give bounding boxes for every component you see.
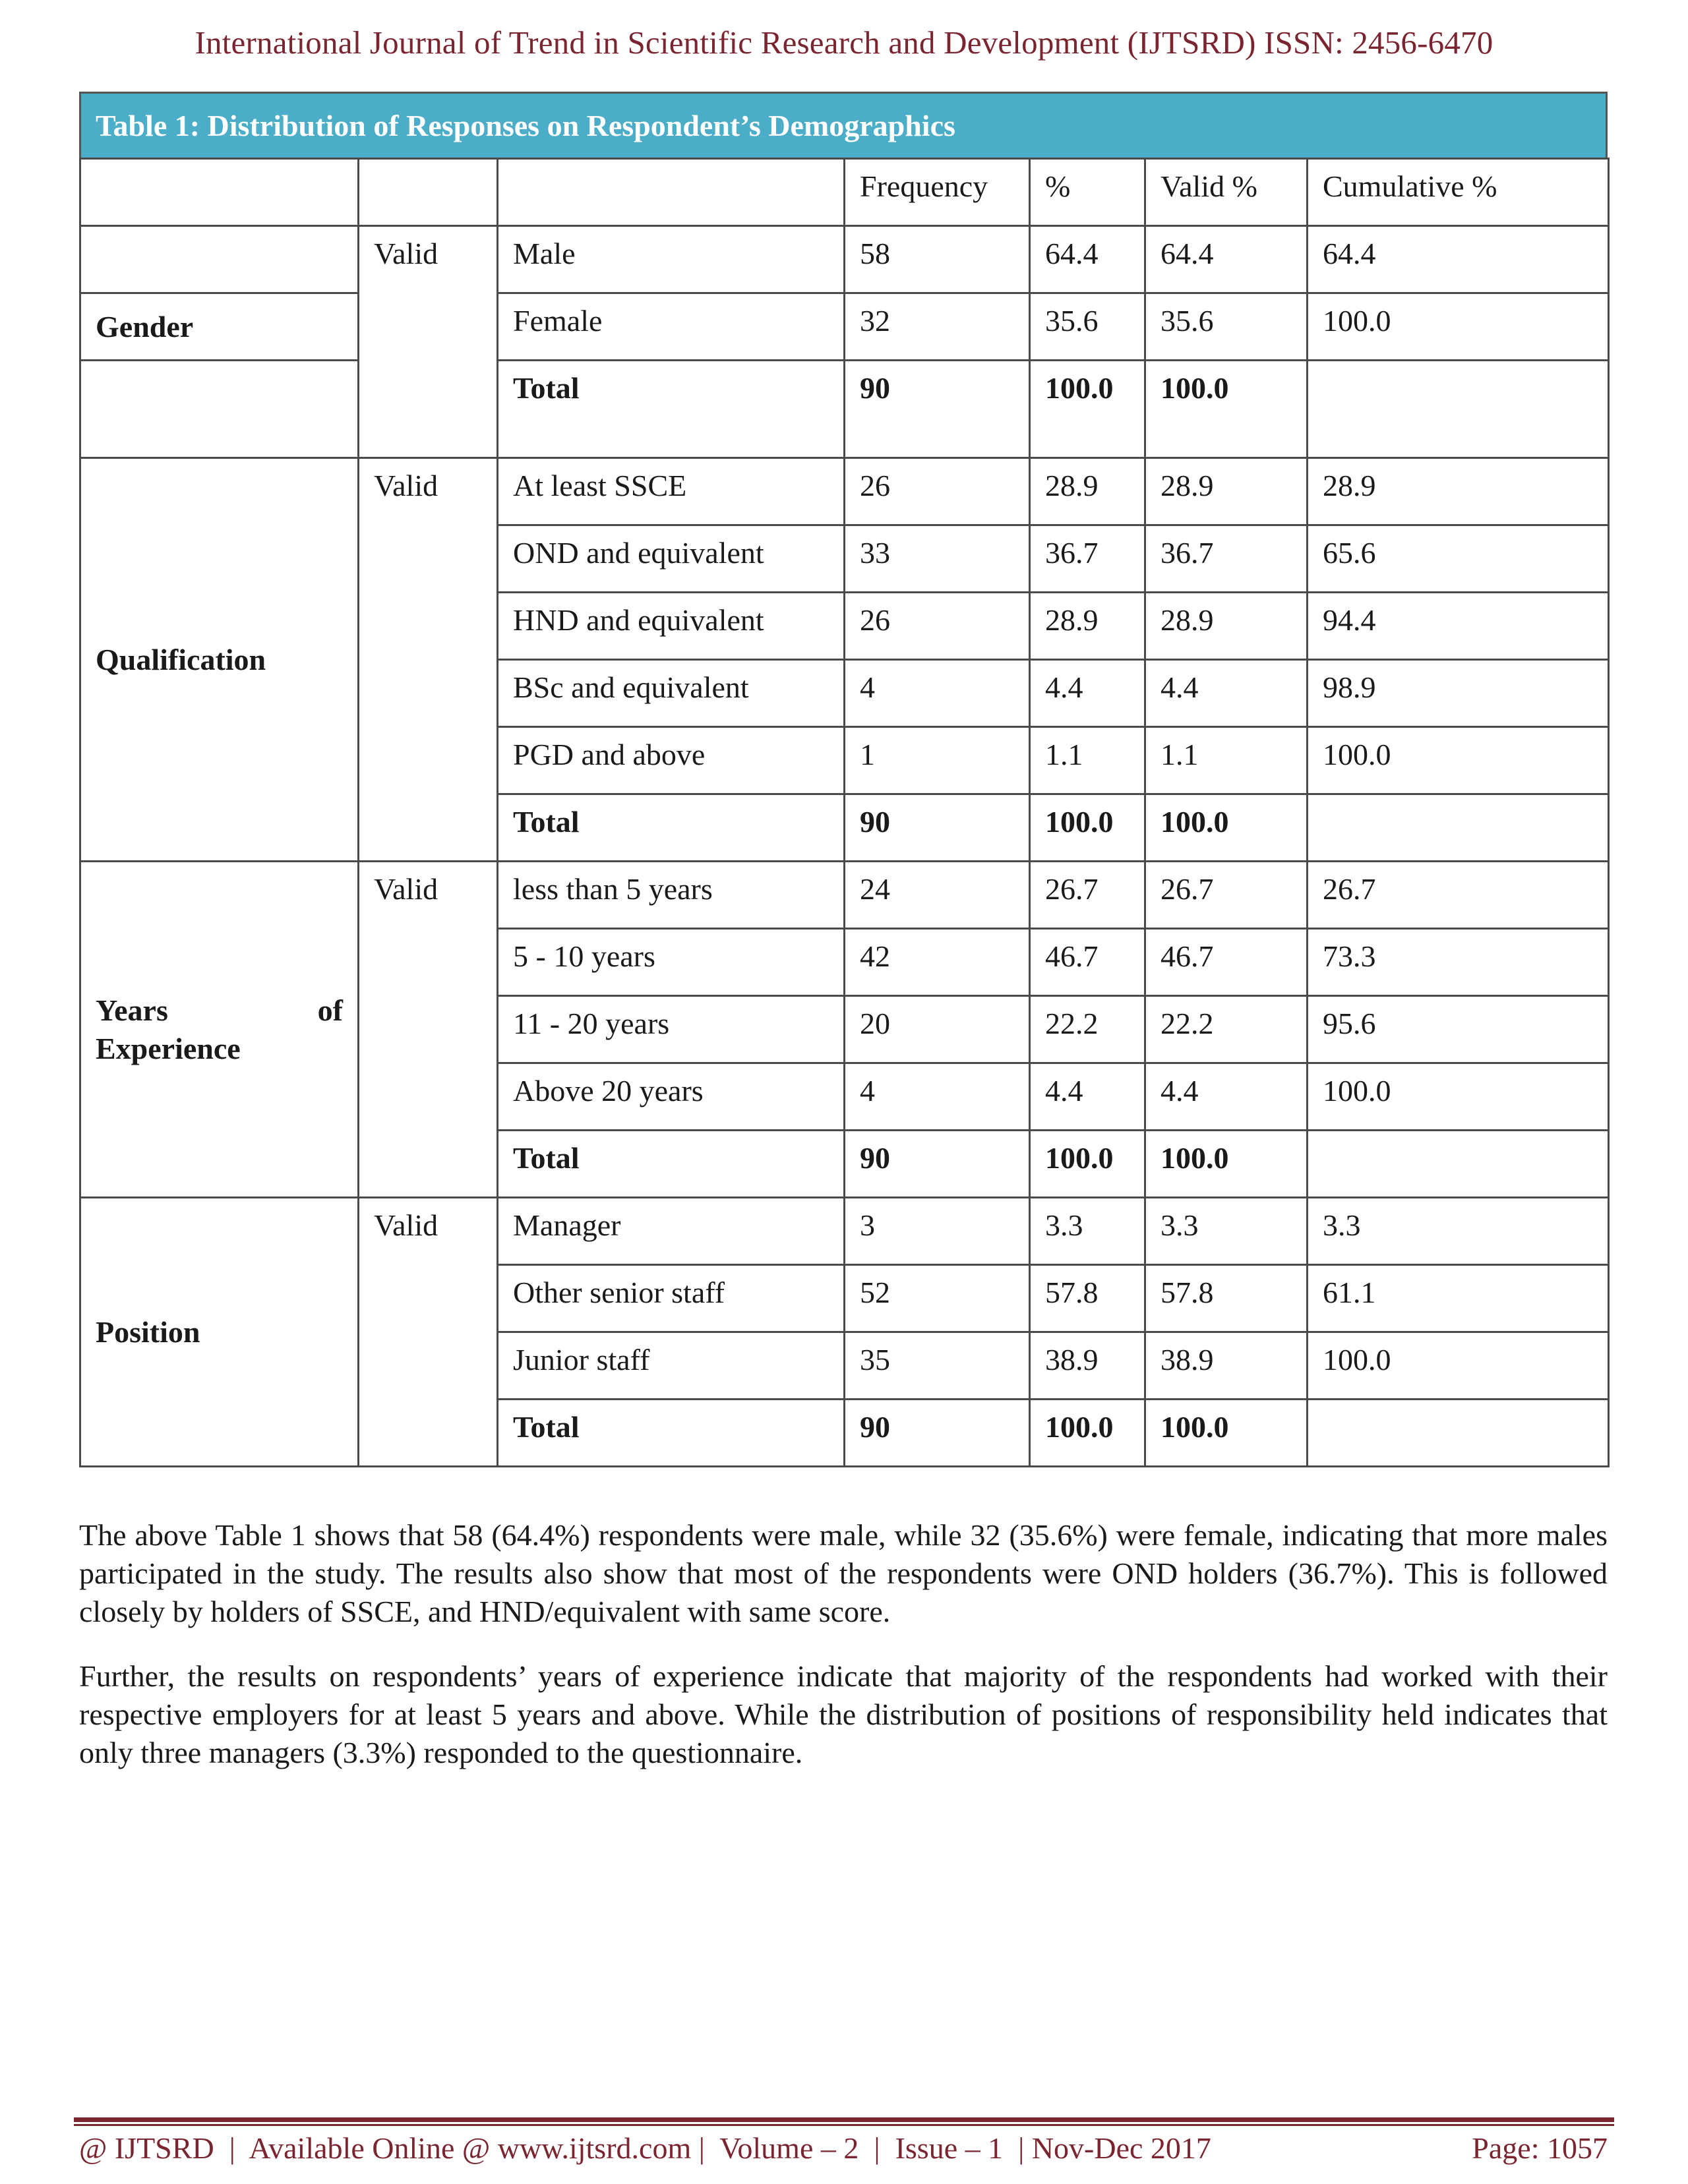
paragraph-1: The above Table 1 shows that 58 (64.4%) respondents were male, while 32 (35.6%) were female, indicating that more males participated in the study. The results also show that most of the respondents were OND holders (36.7%). This is followed closely by holders of SSCE, and HND/equivalent with same score. bbox=[79, 1518, 1608, 1628]
row-percent: 100.0 bbox=[1030, 1131, 1145, 1198]
row-label: PGD and above bbox=[498, 727, 845, 794]
row-frequency: 26 bbox=[845, 458, 1030, 525]
row-percent: 28.9 bbox=[1030, 593, 1145, 660]
row-cumulative-percent: 100.0 bbox=[1308, 727, 1609, 794]
footer-publication-info: @ IJTSRD | Available Online @ www.ijtsrd.com | Volume – 2 | Issue – 1 | Nov-Dec 2017 bbox=[79, 2131, 1211, 2165]
row-frequency: 58 bbox=[845, 226, 1030, 293]
group-name: Position bbox=[80, 1198, 359, 1467]
row-frequency: 52 bbox=[845, 1265, 1030, 1332]
row-frequency: 90 bbox=[845, 361, 1030, 458]
table-row bbox=[80, 293, 1609, 361]
row-cumulative-percent: 65.6 bbox=[1308, 525, 1609, 593]
group-gender bbox=[80, 226, 359, 293]
row-label: OND and equivalent bbox=[498, 525, 845, 593]
row-valid-percent: 100.0 bbox=[1145, 794, 1308, 862]
row-cumulative-percent: 61.1 bbox=[1308, 1265, 1609, 1332]
header-cumulative-percent: Cumulative % bbox=[1308, 159, 1609, 226]
demographics-table bbox=[79, 158, 1610, 1467]
row-cumulative-percent: 95.6 bbox=[1308, 996, 1609, 1063]
row-frequency: 24 bbox=[845, 862, 1030, 929]
row-frequency: 90 bbox=[845, 794, 1030, 862]
row-percent: 38.9 bbox=[1030, 1332, 1145, 1400]
row-frequency: 35 bbox=[845, 1332, 1030, 1400]
page-number: Page: 1057 bbox=[1472, 2131, 1608, 2165]
row-valid-percent: 100.0 bbox=[1145, 361, 1308, 458]
row-percent: 4.4 bbox=[1030, 660, 1145, 727]
row-cumulative-percent: 100.0 bbox=[1308, 293, 1609, 361]
row-percent: 4.4 bbox=[1030, 1063, 1145, 1131]
header-cell bbox=[359, 159, 498, 226]
table-row bbox=[80, 226, 1609, 293]
row-cumulative-percent: 3.3 bbox=[1308, 1198, 1609, 1265]
table-row bbox=[80, 862, 1609, 929]
row-label: Manager bbox=[498, 1198, 845, 1265]
row-valid-percent: 3.3 bbox=[1145, 1198, 1308, 1265]
row-label: 11 - 20 years bbox=[498, 996, 845, 1063]
row-percent: 26.7 bbox=[1030, 862, 1145, 929]
row-frequency: 42 bbox=[845, 929, 1030, 996]
header-frequency: Frequency bbox=[845, 159, 1030, 226]
row-label: Total bbox=[498, 794, 845, 862]
row-cumulative-percent: 28.9 bbox=[1308, 458, 1609, 525]
row-cumulative-percent bbox=[1308, 361, 1609, 458]
running-header: International Journal of Trend in Scientific Research and Development (IJTSRD) ISSN: 2456-6470 bbox=[195, 24, 1493, 61]
row-label: Female bbox=[498, 293, 845, 361]
group-name: Qualification bbox=[80, 458, 359, 862]
row-cumulative-percent: 26.7 bbox=[1308, 862, 1609, 929]
row-percent: 46.7 bbox=[1030, 929, 1145, 996]
row-cumulative-percent: 73.3 bbox=[1308, 929, 1609, 996]
row-label: Male bbox=[498, 226, 845, 293]
row-valid-percent: 4.4 bbox=[1145, 1063, 1308, 1131]
row-percent: 100.0 bbox=[1030, 361, 1145, 458]
row-frequency: 33 bbox=[845, 525, 1030, 593]
valid-label: Valid bbox=[359, 226, 498, 458]
demographics-table-container bbox=[79, 92, 1608, 1467]
valid-label: Valid bbox=[359, 458, 498, 862]
group-name-part: Years bbox=[96, 993, 168, 1027]
row-frequency: 3 bbox=[845, 1198, 1030, 1265]
row-cumulative-percent: 100.0 bbox=[1308, 1063, 1609, 1131]
header-percent: % bbox=[1030, 159, 1145, 226]
row-label: less than 5 years bbox=[498, 862, 845, 929]
page-footer bbox=[79, 2131, 1608, 2166]
row-frequency: 26 bbox=[845, 593, 1030, 660]
table-header-row bbox=[80, 159, 1609, 226]
row-cumulative-percent bbox=[1308, 794, 1609, 862]
row-percent: 3.3 bbox=[1030, 1198, 1145, 1265]
table-row bbox=[80, 1198, 1609, 1265]
group-years-of-experience bbox=[80, 862, 359, 1198]
valid-label: Valid bbox=[359, 1198, 498, 1467]
row-frequency: 1 bbox=[845, 727, 1030, 794]
row-label: Total bbox=[498, 1400, 845, 1467]
footer-rule bbox=[74, 2124, 1614, 2126]
group-name: Gender bbox=[80, 293, 359, 361]
row-percent: 100.0 bbox=[1030, 1400, 1145, 1467]
row-cumulative-percent: 94.4 bbox=[1308, 593, 1609, 660]
row-label: Total bbox=[498, 361, 845, 458]
row-percent: 57.8 bbox=[1030, 1265, 1145, 1332]
row-valid-percent: 100.0 bbox=[1145, 1131, 1308, 1198]
paragraph-2: Further, the results on respondents’ years of experience indicate that majority of the respondents had worked with their respective employers for at least 5 years and above. While the distribution of positions of responsibility held indicates that only three managers (3.3%) responded to the questionnaire. bbox=[79, 1659, 1608, 1769]
table-row bbox=[80, 458, 1609, 525]
row-percent: 28.9 bbox=[1030, 458, 1145, 525]
row-frequency: 20 bbox=[845, 996, 1030, 1063]
row-frequency: 90 bbox=[845, 1400, 1030, 1467]
row-label: Total bbox=[498, 1131, 845, 1198]
row-valid-percent: 35.6 bbox=[1145, 293, 1308, 361]
group-gender-spacer bbox=[80, 361, 359, 458]
row-percent: 64.4 bbox=[1030, 226, 1145, 293]
row-percent: 100.0 bbox=[1030, 794, 1145, 862]
row-label: Above 20 years bbox=[498, 1063, 845, 1131]
row-valid-percent: 46.7 bbox=[1145, 929, 1308, 996]
row-valid-percent: 4.4 bbox=[1145, 660, 1308, 727]
row-label: Other senior staff bbox=[498, 1265, 845, 1332]
row-cumulative-percent bbox=[1308, 1400, 1609, 1467]
row-label: BSc and equivalent bbox=[498, 660, 845, 727]
row-cumulative-percent bbox=[1308, 1131, 1609, 1198]
header-cell bbox=[80, 159, 359, 226]
row-valid-percent: 28.9 bbox=[1145, 458, 1308, 525]
valid-label: Valid bbox=[359, 862, 498, 1198]
row-valid-percent: 100.0 bbox=[1145, 1400, 1308, 1467]
row-valid-percent: 1.1 bbox=[1145, 727, 1308, 794]
row-frequency: 90 bbox=[845, 1131, 1030, 1198]
row-frequency: 4 bbox=[845, 1063, 1030, 1131]
row-valid-percent: 57.8 bbox=[1145, 1265, 1308, 1332]
group-name-part: of bbox=[317, 993, 343, 1027]
table-caption: Table 1: Distribution of Responses on Respondent’s Demographics bbox=[79, 92, 1608, 158]
row-cumulative-percent: 98.9 bbox=[1308, 660, 1609, 727]
row-cumulative-percent: 64.4 bbox=[1308, 226, 1609, 293]
row-valid-percent: 38.9 bbox=[1145, 1332, 1308, 1400]
header-cell bbox=[498, 159, 845, 226]
header-valid-percent: Valid % bbox=[1145, 159, 1308, 226]
group-name-part: Experience bbox=[96, 1031, 241, 1065]
row-label: At least SSCE bbox=[498, 458, 845, 525]
row-percent: 35.6 bbox=[1030, 293, 1145, 361]
row-valid-percent: 36.7 bbox=[1145, 525, 1308, 593]
row-valid-percent: 64.4 bbox=[1145, 226, 1308, 293]
row-valid-percent: 26.7 bbox=[1145, 862, 1308, 929]
row-percent: 1.1 bbox=[1030, 727, 1145, 794]
row-cumulative-percent: 100.0 bbox=[1308, 1332, 1609, 1400]
row-label: 5 - 10 years bbox=[498, 929, 845, 996]
row-percent: 36.7 bbox=[1030, 525, 1145, 593]
row-frequency: 4 bbox=[845, 660, 1030, 727]
row-label: Junior staff bbox=[498, 1332, 845, 1400]
row-frequency: 32 bbox=[845, 293, 1030, 361]
row-valid-percent: 22.2 bbox=[1145, 996, 1308, 1063]
footer-rule bbox=[74, 2117, 1614, 2122]
row-valid-percent: 28.9 bbox=[1145, 593, 1308, 660]
row-label: HND and equivalent bbox=[498, 593, 845, 660]
row-percent: 22.2 bbox=[1030, 996, 1145, 1063]
table-row bbox=[80, 361, 1609, 458]
